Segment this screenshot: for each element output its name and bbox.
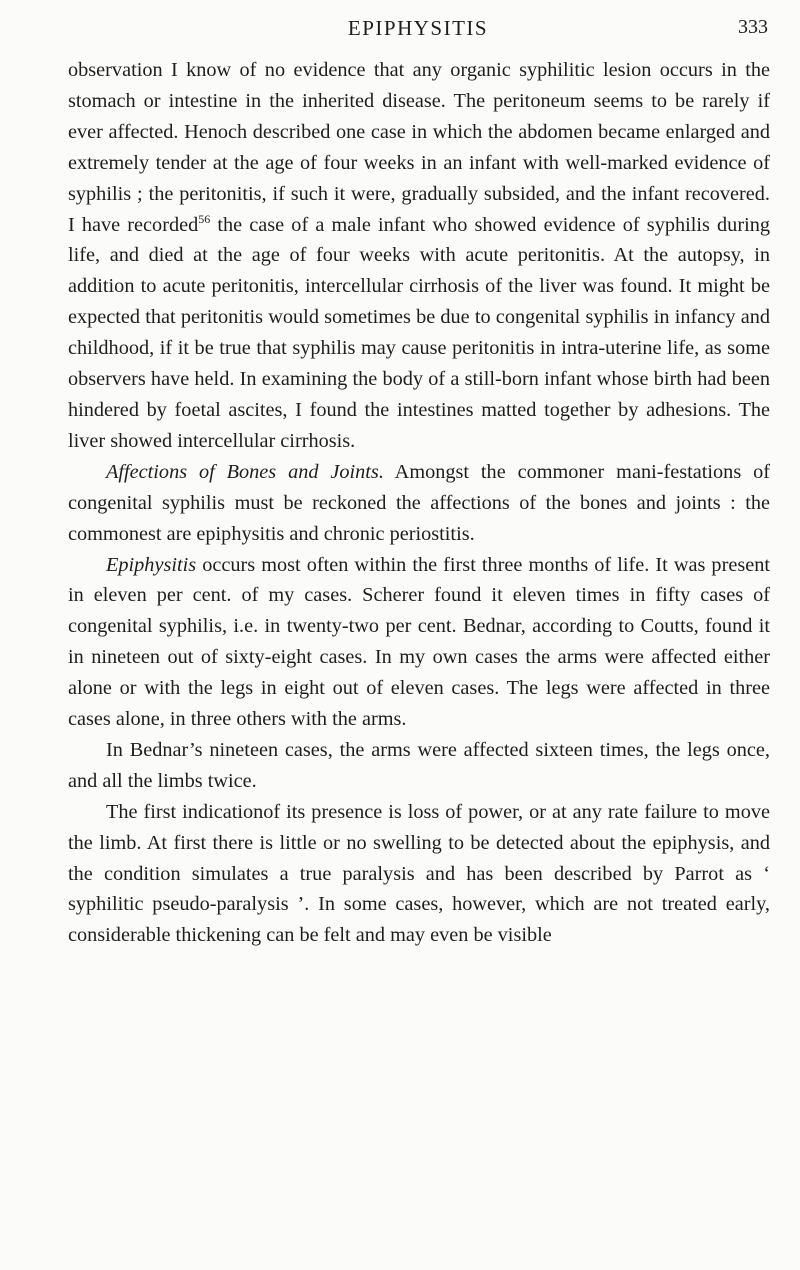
paragraph-bednar-cases: [68, 735, 770, 797]
paragraph-text: Amongst the commoner mani-festations of congenital syphilis must be reckoned the affections of the bones and joints : the commonest are epiphysitis and chronic periostitis.: [68, 460, 770, 545]
paragraph-peritoneum: [68, 55, 770, 457]
paragraph-epiphysitis: [68, 550, 770, 735]
page-number: 333: [738, 16, 768, 38]
paragraph-first-indication: [68, 797, 770, 952]
paragraph-text: The first indicationof its presence is loss of power, or at any rate failure to move the limb. At first there is little or no swelling to be detected about the epiphysis, and the condition simulates a true paralysis and has been described by Parrot as ‘ syphilitic pseudo-paralysis ’. In some cases, however, which are not treated early, considerable thickening can be felt and may even be visible: [68, 800, 770, 947]
section-heading: Epiphysitis: [106, 553, 197, 576]
footnote-reference: 56: [198, 211, 211, 226]
section-heading: Affections of Bones and Joints.: [106, 460, 384, 483]
paragraph-text: observation I know of no evidence that any organic syphilitic lesion occurs in the stomach or intestine in the inherited disease. The peritoneum seems to be rarely if ever affected. Henoch described one case in which the abdomen became enlarged and extremely tender at the age of four weeks in an infant with well-marked evidence of syphilis ; the peritonitis, if such it were, gradually subsided, and the infant recovered. I have recorded: [68, 59, 770, 236]
paragraph-text: the case of a male infant who showed evidence of syphilis during life, and died at the age of four weeks with acute peritonitis. At the autopsy, in addition to acute peritonitis, intercellular cirrhosis of the liver was found. It might be expected that peritonitis would sometimes be due to congenital syphilis in infancy and childhood, if it be true that syphilis may cause peritonitis in intra-uterine life, as some observers have held. In examining the body of a still-born infant whose birth had been hindered by foetal ascites, I found the intestines matted together by adhesions. The liver showed intercellular cirrhosis.: [68, 213, 770, 452]
paragraph-bones-joints: [68, 457, 770, 550]
running-head: [68, 16, 768, 46]
body-text: [68, 55, 770, 951]
paragraph-text: occurs most often within the first three months of life. It was present in eleven per cent. of my cases. Scherer found it eleven times in fifty cases of congenital syphilis, i.e. in twenty-two per cent. Bednar, according to Coutts, found it in nineteen out of sixty-eight cases. In my own cases the arms were affected either alone or with the legs in eight out of eleven cases. The legs were affected in three cases alone, in three others with the arms.: [68, 553, 770, 731]
running-title: EPIPHYSITIS: [347, 16, 489, 40]
paragraph-text: In Bednar’s nineteen cases, the arms were affected sixteen times, the legs once, and all the limbs twice.: [68, 738, 770, 792]
